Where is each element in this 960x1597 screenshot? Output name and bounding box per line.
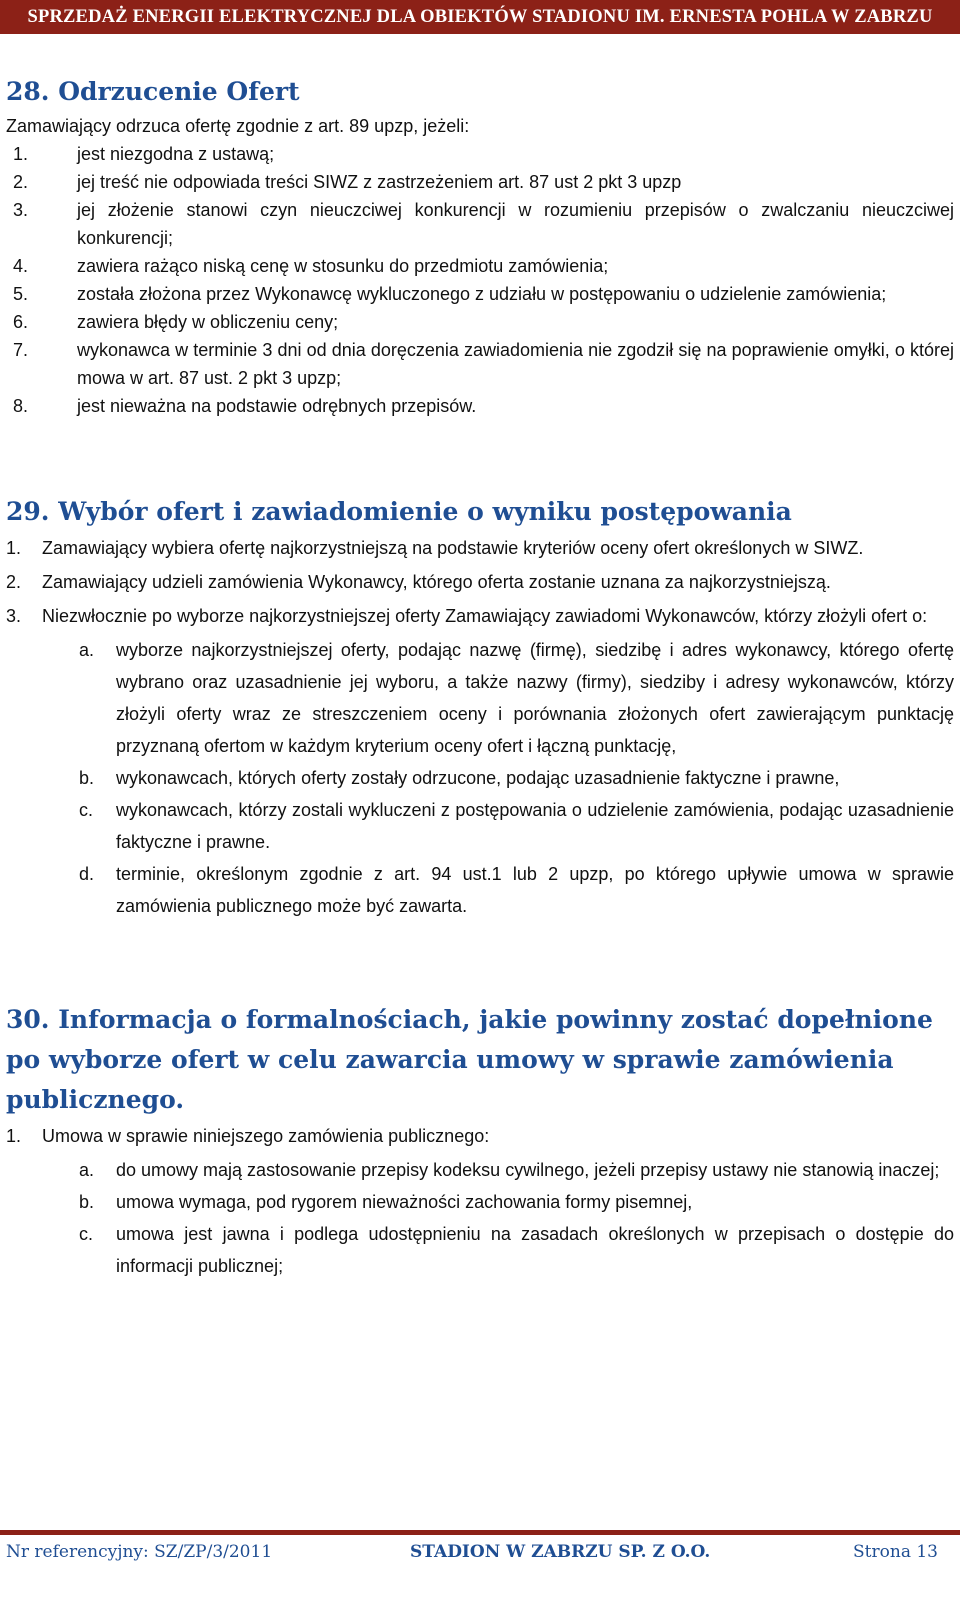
- section-30-list: [6, 1120, 954, 1152]
- section-28-heading: 28. Odrzucenie Ofert: [6, 77, 300, 106]
- section-29-heading: 29. Wybór ofert i zawiadomienie o wyniku postępowania: [6, 497, 792, 526]
- footer-divider: [0, 1530, 960, 1535]
- list-item: 3. jej złożenie stanowi czyn nieuczciwej konkurencji w rozumieniu przepisów o zwalczaniu nieuczciwej konkurencji;: [13, 200, 954, 248]
- list-item: 2. Zamawiający udzieli zamówienia Wykonawcy, którego oferta zostanie uznana za najkorzystniejszą.: [6, 572, 831, 592]
- list-item: 6. zawiera błędy w obliczeniu ceny;: [13, 312, 339, 332]
- list-item: a. do umowy mają zastosowanie przepisy kodeksu cywilnego, jeżeli przepisy ustawy nie stanowią inaczej;: [79, 1160, 940, 1180]
- list-item: 2. jej treść nie odpowiada treści SIWZ z zastrzeżeniem art. 87 ust 2 pkt 3 upzp: [13, 172, 682, 192]
- header-title: SPRZEDAŻ ENERGII ELEKTRYCZNEJ DLA OBIEKTÓW STADIONU IM. ERNESTA POHLA W ZABRZU: [27, 7, 933, 27]
- list-item: 3. Niezwłocznie po wyborze najkorzystniejszej oferty Zamawiający zawiadomi Wykonawców, którzy złożyli ofert o:: [6, 606, 928, 626]
- footer-page-number: Strona 13: [853, 1542, 938, 1562]
- document-body: [6, 72, 954, 1282]
- list-item: 1. Umowa w sprawie niniejszego zamówienia publicznego:: [6, 1126, 490, 1146]
- footer-company: STADION W ZABRZU SP. Z O.O.: [410, 1542, 711, 1562]
- section-28-list: [5, 140, 954, 420]
- list-item: b. umowa wymaga, pod rygorem nieważności zachowania formy pisemnej,: [79, 1192, 693, 1212]
- list-item: c. umowa jest jawna i podlega udostępnieniu na zasadach określonych w przepisach o dostępie do informacji publicznej;: [79, 1224, 954, 1276]
- footer-reference: Nr referencyjny: SZ/ZP/3/2011: [6, 1542, 273, 1562]
- section-28-intro: Zamawiający odrzuca ofertę zgodnie z art. 89 upzp, jeżeli:: [6, 116, 470, 136]
- list-item: c. wykonawcach, którzy zostali wykluczeni z postępowania o udzielenie zamówienia, podając uzasadnienie faktyczne i prawne.: [79, 800, 954, 852]
- list-item: d. terminie, określonym zgodnie z art. 94 ust.1 lub 2 upzp, po którego upływie umowa w sprawie zamówienia publicznego może być zawarta.: [79, 864, 954, 916]
- page-header: [0, 0, 960, 34]
- page-footer: [0, 1538, 960, 1566]
- list-item: 4. zawiera rażąco niską cenę w stosunku do przedmiotu zamówienia;: [13, 256, 609, 276]
- list-item: a. wyborze najkorzystniejszej oferty, podając nazwę (firmę), siedzibę i adres wykonawcy, którego ofertę wybrano oraz uzasadnienie jej wyboru, a także nazwy (firmy), siedziby i adresy wykonawców, którzy złożyli oferty wraz ze streszczeniem oceny i porównania złożonych ofert zawierającym punktację przyznaną ofertom w każdym kryterium oceny ofert i łączną punktację,: [79, 640, 954, 756]
- list-item: 1. Zamawiający wybiera ofertę najkorzystniejszą na podstawie kryteriów oceny ofert określonych w SIWZ.: [6, 538, 864, 558]
- section-30-sublist: [6, 1154, 954, 1282]
- list-item: b. wykonawcach, których oferty zostały odrzucone, podając uzasadnienie faktyczne i prawne,: [79, 768, 840, 788]
- list-item: 8. jest nieważna na podstawie odrębnych przepisów.: [13, 396, 477, 416]
- list-item: 7. wykonawca w terminie 3 dni od dnia doręczenia zawiadomienia nie zgodził się na poprawienie omyłki, o której mowa w art. 87 ust. 2 pkt 3 upzp;: [13, 340, 954, 388]
- list-item: 5. została złożona przez Wykonawcę wykluczonego z udziału w postępowaniu o udzielenie zamówienia;: [13, 284, 887, 304]
- list-item: 1. jest niezgodna z ustawą;: [13, 144, 275, 164]
- section-30-heading: 30. Informacja o formalnościach, jakie powinny zostać dopełnione po wyborze ofert w celu zawarcia umowy w sprawie zamówienia publicznego.: [6, 1005, 933, 1114]
- section-29-list: [6, 532, 954, 632]
- section-29-sublist: [6, 634, 954, 922]
